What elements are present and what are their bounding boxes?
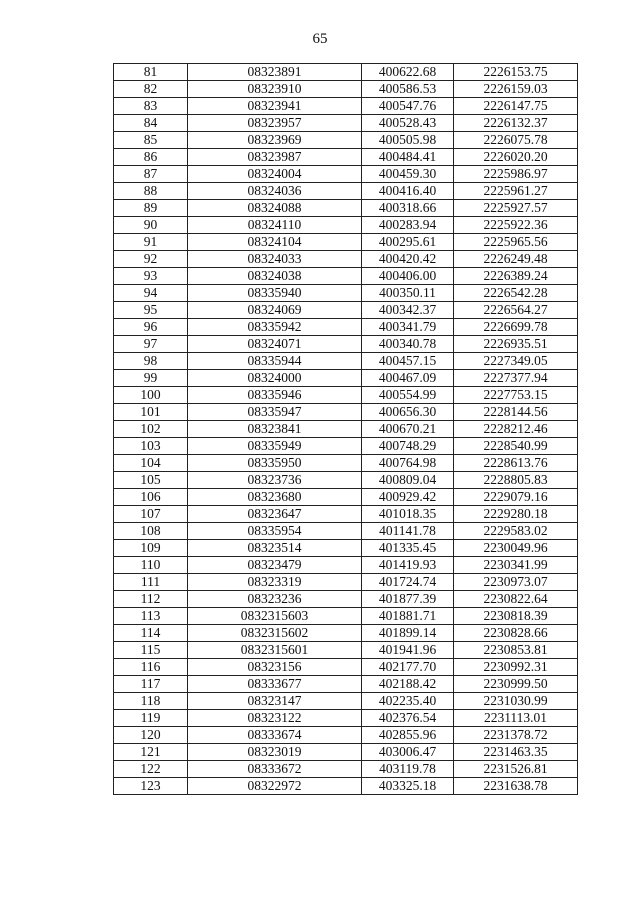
y-coordinate-cell: 2231030.99 [454,693,578,710]
table-row [114,659,578,676]
y-coordinate-cell: 2225922.36 [454,217,578,234]
y-coordinate-cell: 2226159.03 [454,81,578,98]
y-coordinate-cell: 2231113.01 [454,710,578,727]
x-coordinate-cell: 403006.47 [362,744,454,761]
row-number-cell: 116 [114,659,188,676]
row-number-cell: 119 [114,710,188,727]
coordinates-table [113,63,578,795]
row-number-cell: 82 [114,81,188,98]
table-row [114,132,578,149]
x-coordinate-cell: 400547.76 [362,98,454,115]
coordinates-table-body [114,64,578,795]
table-row [114,251,578,268]
table-row [114,523,578,540]
y-coordinate-cell: 2227753.15 [454,387,578,404]
row-number-cell: 112 [114,591,188,608]
y-coordinate-cell: 2226935.51 [454,336,578,353]
row-number-cell: 107 [114,506,188,523]
table-row [114,387,578,404]
point-id-cell: 08333677 [188,676,362,693]
table-row [114,591,578,608]
table-row [114,693,578,710]
point-id-cell: 0832315602 [188,625,362,642]
row-number-cell: 96 [114,319,188,336]
row-number-cell: 108 [114,523,188,540]
point-id-cell: 08324004 [188,166,362,183]
row-number-cell: 106 [114,489,188,506]
table-row [114,234,578,251]
table-row [114,353,578,370]
x-coordinate-cell: 401941.96 [362,642,454,659]
row-number-cell: 117 [114,676,188,693]
x-coordinate-cell: 401877.39 [362,591,454,608]
row-number-cell: 104 [114,455,188,472]
row-number-cell: 113 [114,608,188,625]
y-coordinate-cell: 2231638.78 [454,778,578,795]
x-coordinate-cell: 400350.11 [362,285,454,302]
point-id-cell: 08333674 [188,727,362,744]
point-id-cell: 08324033 [188,251,362,268]
y-coordinate-cell: 2230973.07 [454,574,578,591]
point-id-cell: 08335944 [188,353,362,370]
row-number-cell: 102 [114,421,188,438]
x-coordinate-cell: 400457.15 [362,353,454,370]
y-coordinate-cell: 2226699.78 [454,319,578,336]
point-id-cell: 08323680 [188,489,362,506]
row-number-cell: 94 [114,285,188,302]
x-coordinate-cell: 402855.96 [362,727,454,744]
y-coordinate-cell: 2228144.56 [454,404,578,421]
point-id-cell: 0832315601 [188,642,362,659]
point-id-cell: 08324038 [188,268,362,285]
row-number-cell: 120 [114,727,188,744]
y-coordinate-cell: 2226075.78 [454,132,578,149]
y-coordinate-cell: 2229280.18 [454,506,578,523]
table-row [114,81,578,98]
y-coordinate-cell: 2231463.35 [454,744,578,761]
table-row [114,625,578,642]
y-coordinate-cell: 2230828.66 [454,625,578,642]
x-coordinate-cell: 400748.29 [362,438,454,455]
table-row [114,336,578,353]
row-number-cell: 81 [114,64,188,81]
point-id-cell: 08323156 [188,659,362,676]
point-id-cell: 08323841 [188,421,362,438]
point-id-cell: 08323514 [188,540,362,557]
y-coordinate-cell: 2227377.94 [454,370,578,387]
table-row [114,166,578,183]
y-coordinate-cell: 2230818.39 [454,608,578,625]
y-coordinate-cell: 2226147.75 [454,98,578,115]
x-coordinate-cell: 400406.00 [362,268,454,285]
x-coordinate-cell: 400656.30 [362,404,454,421]
x-coordinate-cell: 403119.78 [362,761,454,778]
point-id-cell: 08323647 [188,506,362,523]
page-number: 65 [312,31,328,47]
y-coordinate-cell: 2225961.27 [454,183,578,200]
x-coordinate-cell: 401335.45 [362,540,454,557]
x-coordinate-cell: 400809.04 [362,472,454,489]
x-coordinate-cell: 400764.98 [362,455,454,472]
table-row [114,370,578,387]
row-number-cell: 100 [114,387,188,404]
point-id-cell: 08323479 [188,557,362,574]
y-coordinate-cell: 2226153.75 [454,64,578,81]
table-row [114,285,578,302]
point-id-cell: 08324110 [188,217,362,234]
y-coordinate-cell: 2230992.31 [454,659,578,676]
x-coordinate-cell: 400283.94 [362,217,454,234]
x-coordinate-cell: 402188.42 [362,676,454,693]
x-coordinate-cell: 400459.30 [362,166,454,183]
table-row [114,710,578,727]
x-coordinate-cell: 401724.74 [362,574,454,591]
table-row [114,744,578,761]
x-coordinate-cell: 401018.35 [362,506,454,523]
table-row [114,438,578,455]
table-row [114,319,578,336]
x-coordinate-cell: 400505.98 [362,132,454,149]
point-id-cell: 08323910 [188,81,362,98]
point-id-cell: 08335940 [188,285,362,302]
y-coordinate-cell: 2226564.27 [454,302,578,319]
x-coordinate-cell: 400586.53 [362,81,454,98]
row-number-cell: 86 [114,149,188,166]
row-number-cell: 115 [114,642,188,659]
table-row [114,115,578,132]
point-id-cell: 08323957 [188,115,362,132]
table-row [114,761,578,778]
x-coordinate-cell: 401881.71 [362,608,454,625]
point-id-cell: 08335954 [188,523,362,540]
table-row [114,200,578,217]
row-number-cell: 91 [114,234,188,251]
x-coordinate-cell: 400340.78 [362,336,454,353]
row-number-cell: 93 [114,268,188,285]
y-coordinate-cell: 2226389.24 [454,268,578,285]
row-number-cell: 122 [114,761,188,778]
row-number-cell: 84 [114,115,188,132]
row-number-cell: 105 [114,472,188,489]
y-coordinate-cell: 2228613.76 [454,455,578,472]
point-id-cell: 08323969 [188,132,362,149]
x-coordinate-cell: 400484.41 [362,149,454,166]
point-id-cell: 08323019 [188,744,362,761]
y-coordinate-cell: 2228805.83 [454,472,578,489]
y-coordinate-cell: 2231526.81 [454,761,578,778]
point-id-cell: 08323319 [188,574,362,591]
y-coordinate-cell: 2226542.28 [454,285,578,302]
row-number-cell: 118 [114,693,188,710]
x-coordinate-cell: 400420.42 [362,251,454,268]
table-row [114,455,578,472]
row-number-cell: 90 [114,217,188,234]
point-id-cell: 0832315603 [188,608,362,625]
point-id-cell: 08333672 [188,761,362,778]
row-number-cell: 95 [114,302,188,319]
x-coordinate-cell: 400670.21 [362,421,454,438]
y-coordinate-cell: 2225986.97 [454,166,578,183]
table-row [114,302,578,319]
point-id-cell: 08335949 [188,438,362,455]
point-id-cell: 08335950 [188,455,362,472]
row-number-cell: 97 [114,336,188,353]
y-coordinate-cell: 2225927.57 [454,200,578,217]
point-id-cell: 08335942 [188,319,362,336]
table-row [114,540,578,557]
row-number-cell: 103 [114,438,188,455]
table-row [114,404,578,421]
table-row [114,183,578,200]
table-row [114,676,578,693]
row-number-cell: 114 [114,625,188,642]
y-coordinate-cell: 2227349.05 [454,353,578,370]
row-number-cell: 123 [114,778,188,795]
row-number-cell: 110 [114,557,188,574]
point-id-cell: 08335947 [188,404,362,421]
table-row [114,608,578,625]
x-coordinate-cell: 400318.66 [362,200,454,217]
point-id-cell: 08323891 [188,64,362,81]
table-row [114,149,578,166]
table-row [114,98,578,115]
x-coordinate-cell: 401899.14 [362,625,454,642]
table-row [114,217,578,234]
y-coordinate-cell: 2230341.99 [454,557,578,574]
row-number-cell: 87 [114,166,188,183]
point-id-cell: 08323236 [188,591,362,608]
point-id-cell: 08324069 [188,302,362,319]
row-number-cell: 121 [114,744,188,761]
table-row [114,778,578,795]
point-id-cell: 08324071 [188,336,362,353]
point-id-cell: 08323736 [188,472,362,489]
x-coordinate-cell: 400416.40 [362,183,454,200]
row-number-cell: 89 [114,200,188,217]
y-coordinate-cell: 2226249.48 [454,251,578,268]
y-coordinate-cell: 2230049.96 [454,540,578,557]
table-row [114,268,578,285]
row-number-cell: 98 [114,353,188,370]
x-coordinate-cell: 400295.61 [362,234,454,251]
row-number-cell: 99 [114,370,188,387]
y-coordinate-cell: 2231378.72 [454,727,578,744]
table-row [114,574,578,591]
y-coordinate-cell: 2226020.20 [454,149,578,166]
row-number-cell: 109 [114,540,188,557]
x-coordinate-cell: 403325.18 [362,778,454,795]
row-number-cell: 85 [114,132,188,149]
point-id-cell: 08324088 [188,200,362,217]
table-row [114,727,578,744]
point-id-cell: 08324104 [188,234,362,251]
y-coordinate-cell: 2230999.50 [454,676,578,693]
x-coordinate-cell: 402177.70 [362,659,454,676]
table-row [114,421,578,438]
point-id-cell: 08323987 [188,149,362,166]
x-coordinate-cell: 400929.42 [362,489,454,506]
row-number-cell: 83 [114,98,188,115]
y-coordinate-cell: 2225965.56 [454,234,578,251]
table-row [114,489,578,506]
x-coordinate-cell: 400528.43 [362,115,454,132]
point-id-cell: 08322972 [188,778,362,795]
point-id-cell: 08335946 [188,387,362,404]
table-row [114,472,578,489]
y-coordinate-cell: 2226132.37 [454,115,578,132]
point-id-cell: 08323941 [188,98,362,115]
row-number-cell: 111 [114,574,188,591]
y-coordinate-cell: 2230822.64 [454,591,578,608]
y-coordinate-cell: 2228540.99 [454,438,578,455]
x-coordinate-cell: 400342.37 [362,302,454,319]
x-coordinate-cell: 401141.78 [362,523,454,540]
x-coordinate-cell: 400341.79 [362,319,454,336]
point-id-cell: 08324000 [188,370,362,387]
y-coordinate-cell: 2228212.46 [454,421,578,438]
x-coordinate-cell: 401419.93 [362,557,454,574]
y-coordinate-cell: 2229583.02 [454,523,578,540]
x-coordinate-cell: 400622.68 [362,64,454,81]
y-coordinate-cell: 2229079.16 [454,489,578,506]
table-row [114,64,578,81]
row-number-cell: 101 [114,404,188,421]
row-number-cell: 92 [114,251,188,268]
x-coordinate-cell: 400554.99 [362,387,454,404]
row-number-cell: 88 [114,183,188,200]
x-coordinate-cell: 402235.40 [362,693,454,710]
table-row [114,557,578,574]
y-coordinate-cell: 2230853.81 [454,642,578,659]
x-coordinate-cell: 400467.09 [362,370,454,387]
x-coordinate-cell: 402376.54 [362,710,454,727]
table-row [114,642,578,659]
table-row [114,506,578,523]
point-id-cell: 08323147 [188,693,362,710]
point-id-cell: 08323122 [188,710,362,727]
point-id-cell: 08324036 [188,183,362,200]
